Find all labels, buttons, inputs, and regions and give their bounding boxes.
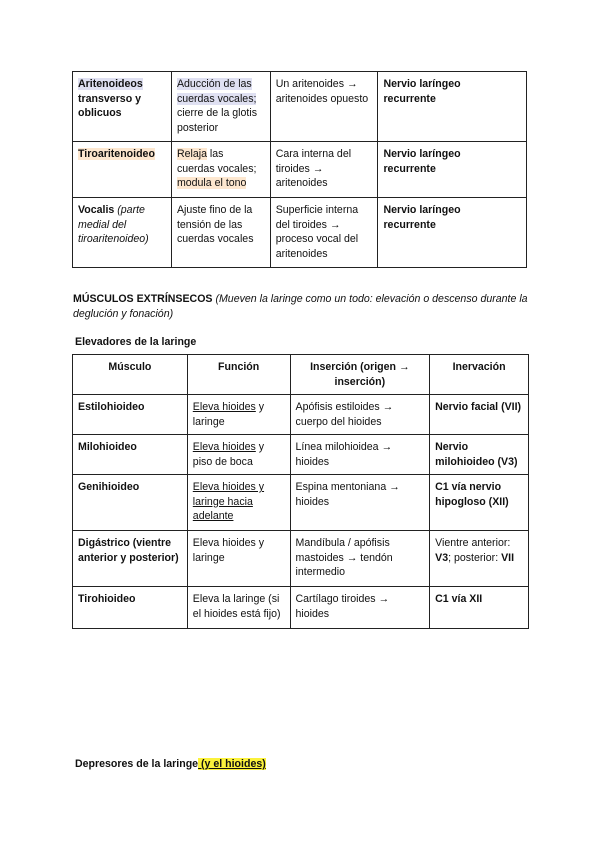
intrinsic-muscles-table xyxy=(72,71,527,268)
function-cell: Eleva hioides y laringe hacia adelante xyxy=(187,475,290,531)
insertion-cell: Cartílago tiroides → hioides xyxy=(290,587,430,629)
insertion-cell: Cara interna del tiroides → aritenoides xyxy=(270,142,378,198)
elevators-table xyxy=(72,354,529,629)
muscle-cell: Tiroaritenoideo xyxy=(73,142,172,198)
function-cell: Eleva hioides y piso de boca xyxy=(187,435,290,475)
muscle-cell: Estilohioideo xyxy=(73,395,188,435)
function-cell: Eleva hioides y laringe xyxy=(187,395,290,435)
nerve-cell: C1 vía nervio hipogloso (XII) xyxy=(430,475,529,531)
insertion-cell: Espina mentoniana → hioides xyxy=(290,475,430,531)
nerve-cell: C1 vía XII xyxy=(430,587,529,629)
function-cell: Eleva hioides y laringe xyxy=(187,531,290,587)
nerve-cell: Nervio laríngeo recurrente xyxy=(378,72,527,142)
nerve-cell: Nervio facial (VII) xyxy=(430,395,529,435)
nerve-cell: Vientre anterior: V3; posterior: VII xyxy=(430,531,529,587)
highlighted-text: (y el hioides) xyxy=(198,758,266,770)
muscle-cell: Tirohioideo xyxy=(73,587,188,629)
table-row xyxy=(73,587,529,629)
column-header: Inervación xyxy=(430,355,529,395)
muscle-cell: Genihioideo xyxy=(73,475,188,531)
nerve-cell: Nervio laríngeo recurrente xyxy=(378,198,527,268)
section-note: (Mueven la laringe como un todo: elevación o descenso durante la deglución y fonación) xyxy=(73,293,528,320)
muscle-cell: Aritenoideos transverso y oblicuos xyxy=(73,72,172,142)
insertion-cell: Mandíbula / apófisis mastoides → tendón intermedio xyxy=(290,531,430,587)
insertion-cell: Apófisis estiloides → cuerpo del hioides xyxy=(290,395,430,435)
section-heading xyxy=(73,292,533,322)
insertion-cell: Un aritenoides → aritenoides opuesto xyxy=(270,72,378,142)
muscle-cell: Vocalis (parte medial del tiroaritenoideo) xyxy=(73,198,172,268)
table-row xyxy=(73,142,527,198)
table-row xyxy=(73,395,529,435)
table-row xyxy=(73,198,527,268)
table-row xyxy=(73,475,529,531)
insertion-cell: Superficie interna del tiroides → proceso vocal del aritenoides xyxy=(270,198,378,268)
insertion-cell: Línea milohioidea → hioides xyxy=(290,435,430,475)
table-row xyxy=(73,531,529,587)
section-title: MÚSCULOS EXTRÍNSECOS xyxy=(73,293,213,305)
table-header-row xyxy=(73,355,529,395)
function-cell: Eleva la laringe (si el hioides está fijo) xyxy=(187,587,290,629)
column-header: Función xyxy=(187,355,290,395)
function-cell: Ajuste fino de la tensión de las cuerdas vocales xyxy=(171,198,270,268)
table-row xyxy=(73,72,527,142)
column-header: Inserción (origen → inserción) xyxy=(290,355,430,395)
nerve-cell: Nervio milohioideo (V3) xyxy=(430,435,529,475)
column-header: Músculo xyxy=(73,355,188,395)
nerve-cell: Nervio laríngeo recurrente xyxy=(378,142,527,198)
muscle-cell: Milohioideo xyxy=(73,435,188,475)
subsection-title: Elevadores de la laringe xyxy=(75,336,197,348)
function-cell: Relaja las cuerdas vocales; modula el tono xyxy=(171,142,270,198)
table-row xyxy=(73,435,529,475)
function-cell: Aducción de las cuerdas vocales; cierre de la glotis posterior xyxy=(171,72,270,142)
subsection-title-depresores: Depresores de la laringe (y el hioides) xyxy=(75,758,266,770)
muscle-cell: Digástrico (vientre anterior y posterior) xyxy=(73,531,188,587)
